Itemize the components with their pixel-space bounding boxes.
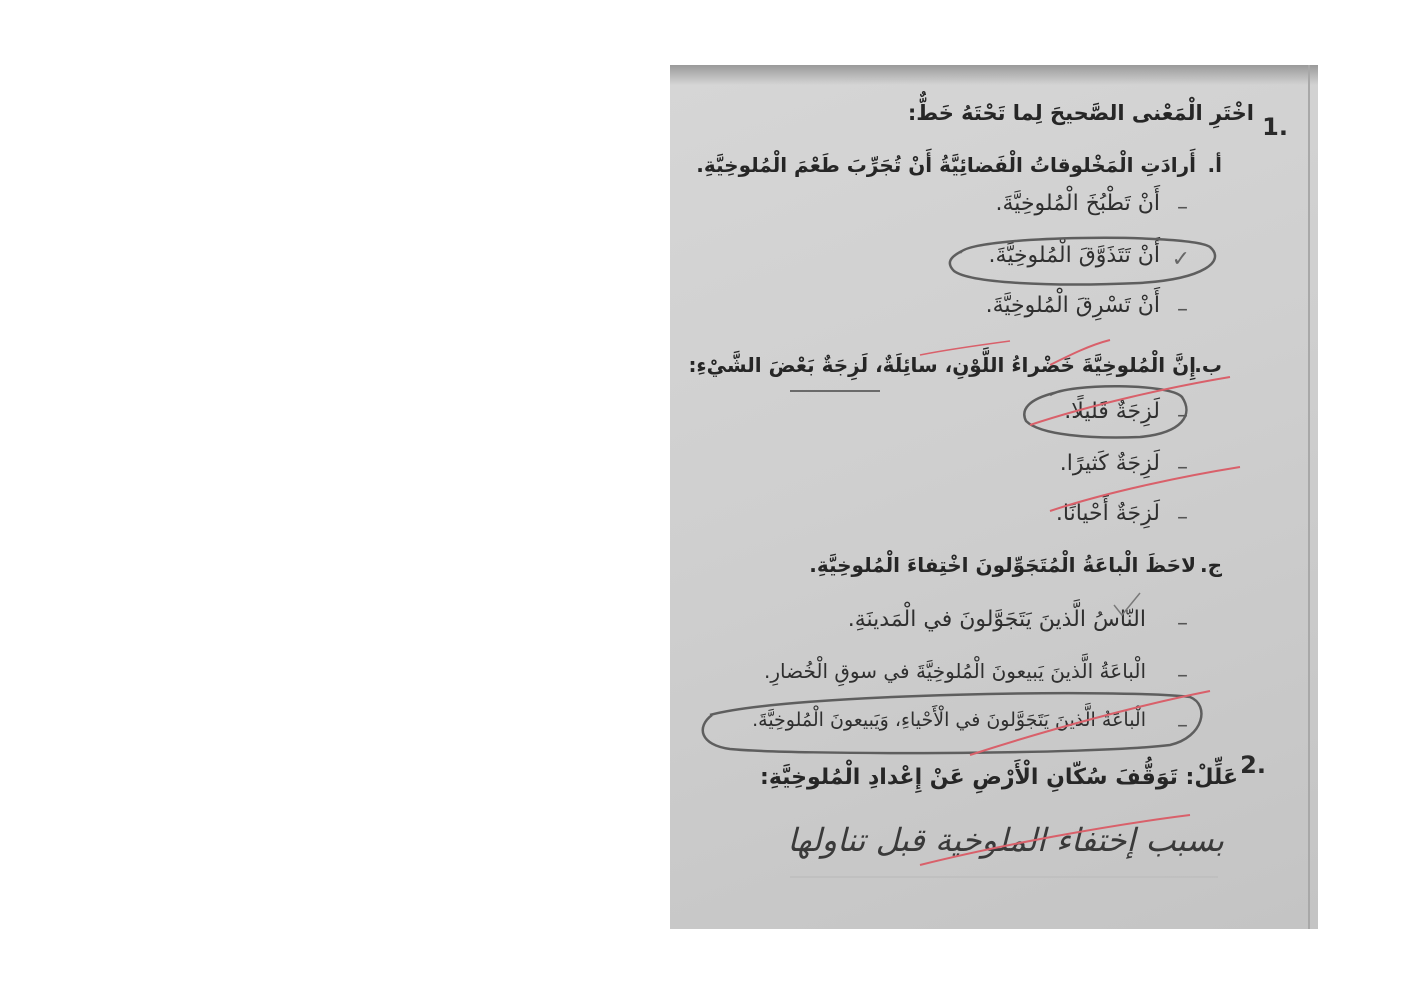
part-c-sentence: لاحَظَ الْباعَةُ الْمُتَجَوِّلونَ اخْتِفاءَ الْمُلوخِيَّةِ. xyxy=(809,553,1196,577)
part-b-sentence: إِنَّ الْمُلوخِيَّةَ خَضْراءُ اللَّوْنِ، سائِلَةٌ، لَزِجَةٌ بَعْضَ الشَّيْءِ: xyxy=(688,353,1196,377)
option-dash: – xyxy=(1177,195,1188,220)
option-dash: – xyxy=(1177,611,1188,636)
question-1-instruction: اخْتَرِ الْمَعْنى الصَّحيحَ لِما تَحْتَهُ خَطٌّ: xyxy=(907,101,1254,125)
option-dash: – xyxy=(1177,297,1188,322)
red-pen-stroke xyxy=(1030,377,1230,425)
option-dash: – xyxy=(1177,713,1188,738)
part-c-label: ج. xyxy=(1199,553,1222,577)
part-b-option-1: لَزِجَةٌ قَليلًا. xyxy=(1064,399,1160,424)
pencil-circle-part-b xyxy=(1024,386,1186,437)
question-2-prompt: عَلِّلْ: تَوَقُّفَ سُكّانِ الْأَرْضِ عَنْ إِعْدادِ الْمُلوخِيَّةِ: xyxy=(760,765,1238,790)
red-pen-stroke xyxy=(1050,467,1240,511)
part-a-option-2: أَنْ تَتَذَوَّقَ الْمُلوخِيَّةَ. xyxy=(988,243,1160,268)
question-2-number: 2. xyxy=(1240,751,1266,779)
part-b-option-2: لَزِجَةٌ كَثيرًا. xyxy=(1059,451,1160,476)
red-pen-stroke xyxy=(970,691,1210,755)
red-pen-stroke xyxy=(920,341,1010,355)
red-pen-stroke xyxy=(920,815,1190,865)
option-dash: – xyxy=(1177,505,1188,530)
checkmark: ✓ xyxy=(1171,247,1190,272)
part-c-option-2: الْباعَةُ الَّذينَ يَبيعونَ الْمُلوخِيَّةَ في سوقِ الْخُضارِ. xyxy=(764,659,1146,683)
part-a-option-1: أَنْ تَطْبُخَ الْمُلوخِيَّةَ. xyxy=(995,191,1160,216)
part-c-option-3: الْباعَةُ الَّذينَ يَتَجَوَّلونَ في الْأَحْياءِ، وَيَبيعونَ الْمُلوخِيَّةَ. xyxy=(752,709,1146,731)
part-b-option-3: لَزِجَةٌ أَحْيانًا. xyxy=(1055,501,1160,526)
pencil-circle-part-c xyxy=(703,693,1202,753)
pencil-tick xyxy=(1114,593,1140,615)
pencil-circle-part-a xyxy=(950,238,1215,285)
part-a-label: أ. xyxy=(1207,153,1222,177)
part-c-option-1: النّاسُ الَّذينَ يَتَجَوَّلونَ في الْمَدينَةِ. xyxy=(847,607,1146,632)
part-a-sentence: أَرادَتِ الْمَخْلوقاتُ الْفَضائِيَّةُ أَنْ تُجَرِّبَ طَعْمَ الْمُلوخِيَّةِ. xyxy=(696,153,1196,177)
option-dash: – xyxy=(1177,455,1188,480)
worksheet-photo xyxy=(670,65,1318,929)
handwritten-answer: بسبب إختفاء الملوخية قبل تناولها xyxy=(787,821,1224,859)
part-a-option-3: أَنْ تَسْرِقَ الْمُلوخِيَّةَ. xyxy=(985,293,1160,318)
red-pen-stroke xyxy=(1050,340,1110,365)
part-b-label: ب. xyxy=(1194,353,1222,377)
question-1-number: 1. xyxy=(1262,113,1288,141)
annotation-marks xyxy=(670,65,1318,929)
option-dash: – xyxy=(1177,403,1188,428)
option-dash: – xyxy=(1177,663,1188,688)
